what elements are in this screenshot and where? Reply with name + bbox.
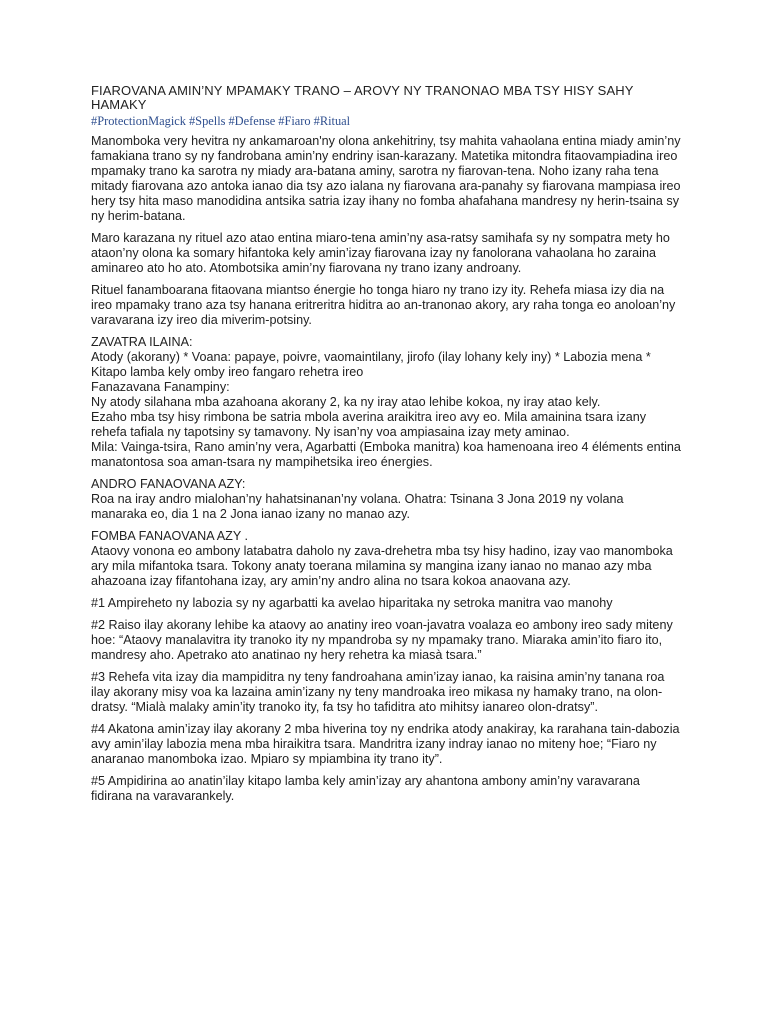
ritual-step: #3 Rehefa vita izay dia mampiditra ny teny fandroahana amin’izay ianao, ka raisina amin’ny tanana roa ilay akorany misy voa ka lazaina amin’izany ny teny mandroaka ireo mikasa ny hamaky trano, na olon-dratsy. “Mialà malaky amin’ity tranoko ity, fa tsy ho tafiditra ato mihitsy ianareo olon-dratsy”. (91, 670, 665, 714)
day-text: Roa na iray andro mialohan’ny hahatsinanan’ny volana. Ohatra: Tsinana 3 Jona 2019 ny volana manaraka eo, dia 1 na 2 Jona ianao izany no manao azy. (91, 492, 624, 521)
materials-heading: ZAVATRA ILAINA: (91, 335, 193, 349)
document-page (91, 84, 681, 811)
intro-paragraph: Manomboka very hevitra ny ankamaroan'ny olona ankehitriny, tsy mahita vahaolana entina miady amin’ny famakiana trano sy ny fandrobana amin’ny endriny isan-karazany. Matetika mitondra fitaovampiadina ireo mpamaky trano ka sarotra ny miady ara-batana aminy, sarotra ny fiarovan-tena. Noho izany raha tena mitady fiarovana azo antoka ianao dia tsy azo ialana ny fiarovana ara-panahy sy fiarovana mampiasa ireo hery tsy hita maso manodidina antsika satria izay ihany no fomba ahafahana mandresy ny herin-tsaina sy ny herim-batana. (91, 134, 681, 223)
ritual-step: #4 Akatona amin’izay ilay akorany 2 mba hiverina toy ny endrika atody anakiray, ka rarahana tain-dabozia avy amin’ilay labozia mena mba hiraikitra tsara. Mandritra izany indray ianao no miteny hoe; “Fiaro ny anaranao manomboka izao. Mpiaro sy mpiambina ity trano ity”. (91, 722, 680, 766)
hashtag-list (91, 114, 681, 128)
materials-list: Atody (akorany) * Voana: papaye, poivre, vaomaintilany, jirofo (ilay lohany kely iny) * Labozia mena * Kitapo lamba kely omby ireo fangaro rehetra ireo (91, 350, 651, 379)
hashtag-link[interactable]: #ProtectionMagick (91, 114, 186, 128)
method-section (91, 529, 681, 589)
day-section (91, 477, 681, 522)
intro-paragraph: Maro karazana ny rituel azo atao entina miaro-tena amin’ny asa-ratsy samihafa sy ny sompatra mety ho ataon’ny olona ka somary hifantoka kely amin’izay fiarovana izay ny fanolorana vahaolana ho zaraina aminareo ato ho ato. Atombotsika amin’ny fiarovana ny trano izany androany. (91, 231, 670, 275)
hashtag-link[interactable]: #Fiaro (278, 114, 311, 128)
method-heading: FOMBA FANAOVANA AZY . (91, 529, 249, 543)
ritual-step: #2 Raiso ilay akorany lehibe ka ataovy ao anatiny ireo voan-javatra voalaza eo ambony ireo sady miteny hoe: “Ataovy manalavitra ity tranoko ity ny mpandroba sy ny mpamaky trano. Miaraka amin’ito fiaro ito, mandresy aho. Apetrako ato anatinao ny hery rehetra ka miasà tsara.” (91, 618, 673, 662)
day-heading: ANDRO FANAOVANA AZY: (91, 477, 246, 491)
ritual-step: #5 Ampidirina ao anatin’ilay kitapo lamba kely amin’izay ary ahantona ambony amin’ny varavarana fidirana na varavarankely. (91, 774, 640, 803)
intro-paragraph: Rituel fanamboarana fitaovana miantso énergie ho tonga hiaro ny trano izy ity. Rehefa miasa izy dia na ireo mpamaky trano aza tsy hanana eritreritra hiditra ao an-tranonao akory, ary raha tonga eo anoloan’ny varavarana izy ireo dia miverim-potsiny. (91, 283, 676, 327)
hashtag-link[interactable]: #Spells (188, 114, 226, 128)
materials-note: Mila: Vainga-tsira, Rano amin’ny vera, Agarbatti (Emboka manitra) koa hamenoana ireo 4 éléments entina manatontosa soa aman-tsara ny mampihetsika ireo énergies. (91, 440, 681, 469)
hashtag-link[interactable]: #Ritual (313, 114, 351, 128)
hashtag-link[interactable]: #Defense (228, 114, 276, 128)
materials-section (91, 335, 681, 470)
ritual-step: #1 Ampireheto ny labozia sy ny agarbatti ka avelao hiparitaka ny setroka manitra vao manohy (91, 596, 613, 610)
materials-note: Ny atody silahana mba azahoana akorany 2, ka ny iray atao lehibe kokoa, ny iray atao kely. (91, 395, 601, 409)
method-text: Ataovy vonona eo ambony latabatra daholo ny zava-drehetra mba tsy hisy hadino, izay vao manomboka ary mila mifantoka tsara. Tokony anaty toerana milamina sy mangina izany ianao no manao azy mba ahazoana izay fifantohana izay, ary amin’ny andro alina no tsara kokoa anaovana azy. (91, 544, 673, 588)
additional-notes-heading: Fanazavana Fanampiny: (91, 380, 230, 394)
materials-note: Ezaho mba tsy hisy rimbona be satria mbola averina araikitra ireo avy eo. Mila amainina tsara izany rehefa tafiala ny tapotsiny sy tamavony. Ny isan’ny voa ampiasaina izay mety aminao. (91, 410, 647, 439)
document-title: FIAROVANA AMIN’NY MPAMAKY TRANO – AROVY NY TRANONAO MBA TSY HISY SAHY HAMAKY (91, 83, 634, 112)
